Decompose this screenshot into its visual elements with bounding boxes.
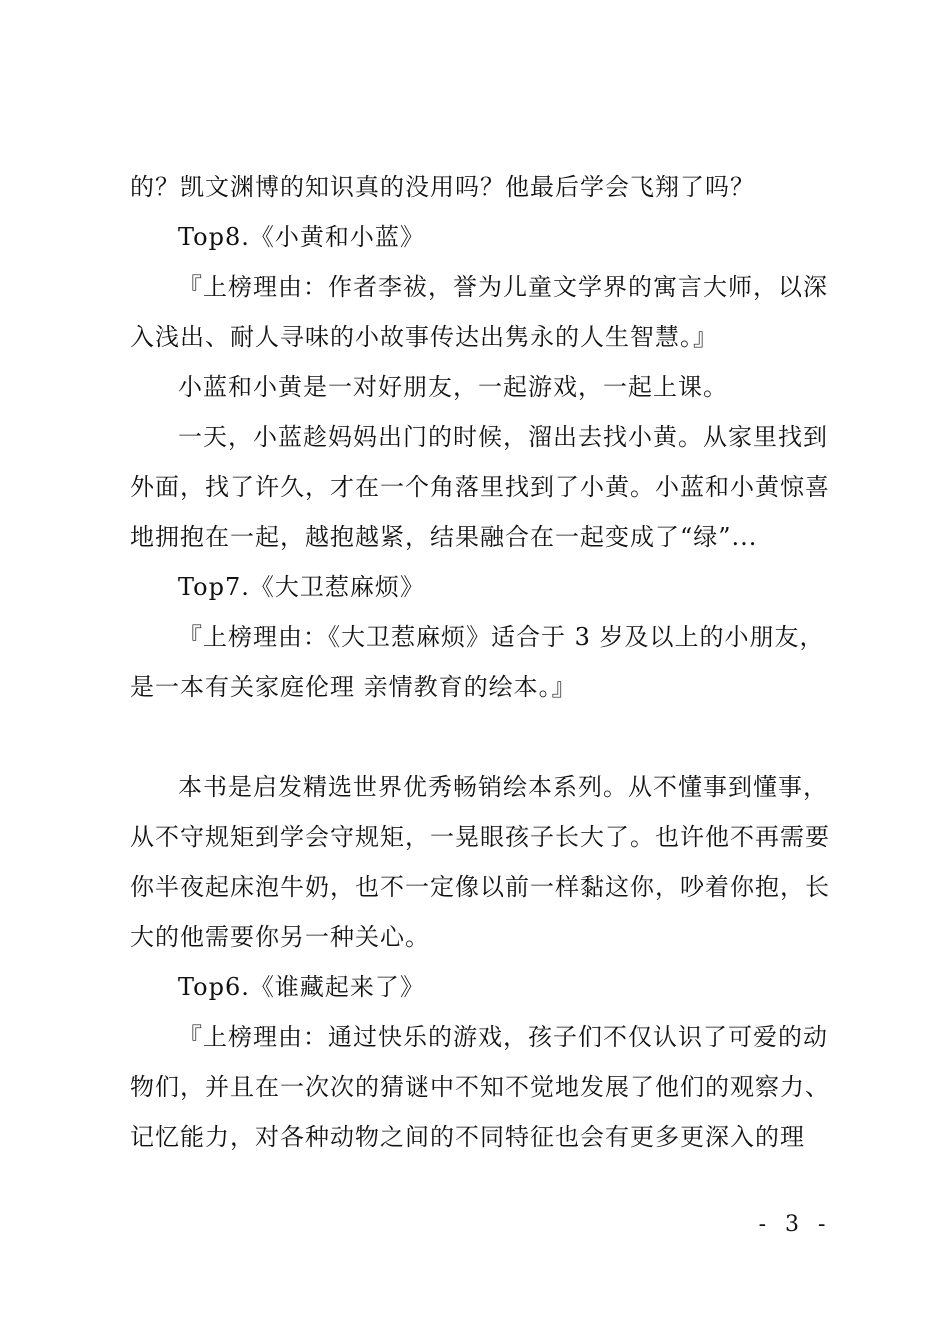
text-line: 外面，找了许久，才在一个角落里找到了小黄。小蓝和小黄惊喜 xyxy=(130,473,830,501)
text-line: 『上榜理由：《大卫惹麻烦》适合于 3 岁及以上的小朋友， xyxy=(178,623,825,651)
text-line: 一天，小蓝趁妈妈出门的时候，溜出去找小黄。从家里找到 xyxy=(178,423,828,451)
text-line: 地拥抱在一起，越抱越紧，结果融合在一起变成了“绿”... xyxy=(130,523,758,551)
text-line: 的？凯文渊博的知识真的没用吗？他最后学会飞翔了吗？ xyxy=(130,173,755,201)
text-line: 你半夜起床泡牛奶，也不一定像以前一样黏这你，吵着你抱，长 xyxy=(130,873,830,901)
section-heading-top7: Top7.《大卫惹麻烦》 xyxy=(178,573,425,601)
page-number: - 3 - xyxy=(758,1212,832,1237)
text-line: 物们，并且在一次次的猜谜中不知不觉地发展了他们的观察力、 xyxy=(130,1073,830,1101)
section-heading-top8: Top8.《小黄和小蓝》 xyxy=(178,223,425,251)
text-line: 入浅出、耐人寻味的小故事传达出隽永的人生智慧。』 xyxy=(130,323,718,351)
text-line: 是一本有关家庭伦理 亲情教育的绘本。』 xyxy=(130,673,577,701)
paragraph-gap xyxy=(130,712,832,762)
text-line: 小蓝和小黄是一对好朋友，一起游戏，一起上课。 xyxy=(178,373,728,401)
text-line: 本书是启发精选世界优秀畅销绘本系列。从不懂事到懂事， xyxy=(178,773,828,801)
text-line: 大的他需要你另一种关心。 xyxy=(130,923,430,951)
text-line: 从不守规矩到学会守规矩，一晃眼孩子长大了。也许他不再需要 xyxy=(130,823,830,851)
text-line: 『上榜理由：作者李祓，誉为儿童文学界的寓言大师，以深 xyxy=(178,273,828,301)
text-line: 『上榜理由：通过快乐的游戏，孩子们不仅认识了可爱的动 xyxy=(178,1023,828,1051)
section-heading-top6: Top6.《谁藏起来了》 xyxy=(178,973,425,1001)
document-body xyxy=(130,162,832,1162)
text-line: 记忆能力，对各种动物之间的不同特征也会有更多更深入的理 xyxy=(130,1123,805,1151)
